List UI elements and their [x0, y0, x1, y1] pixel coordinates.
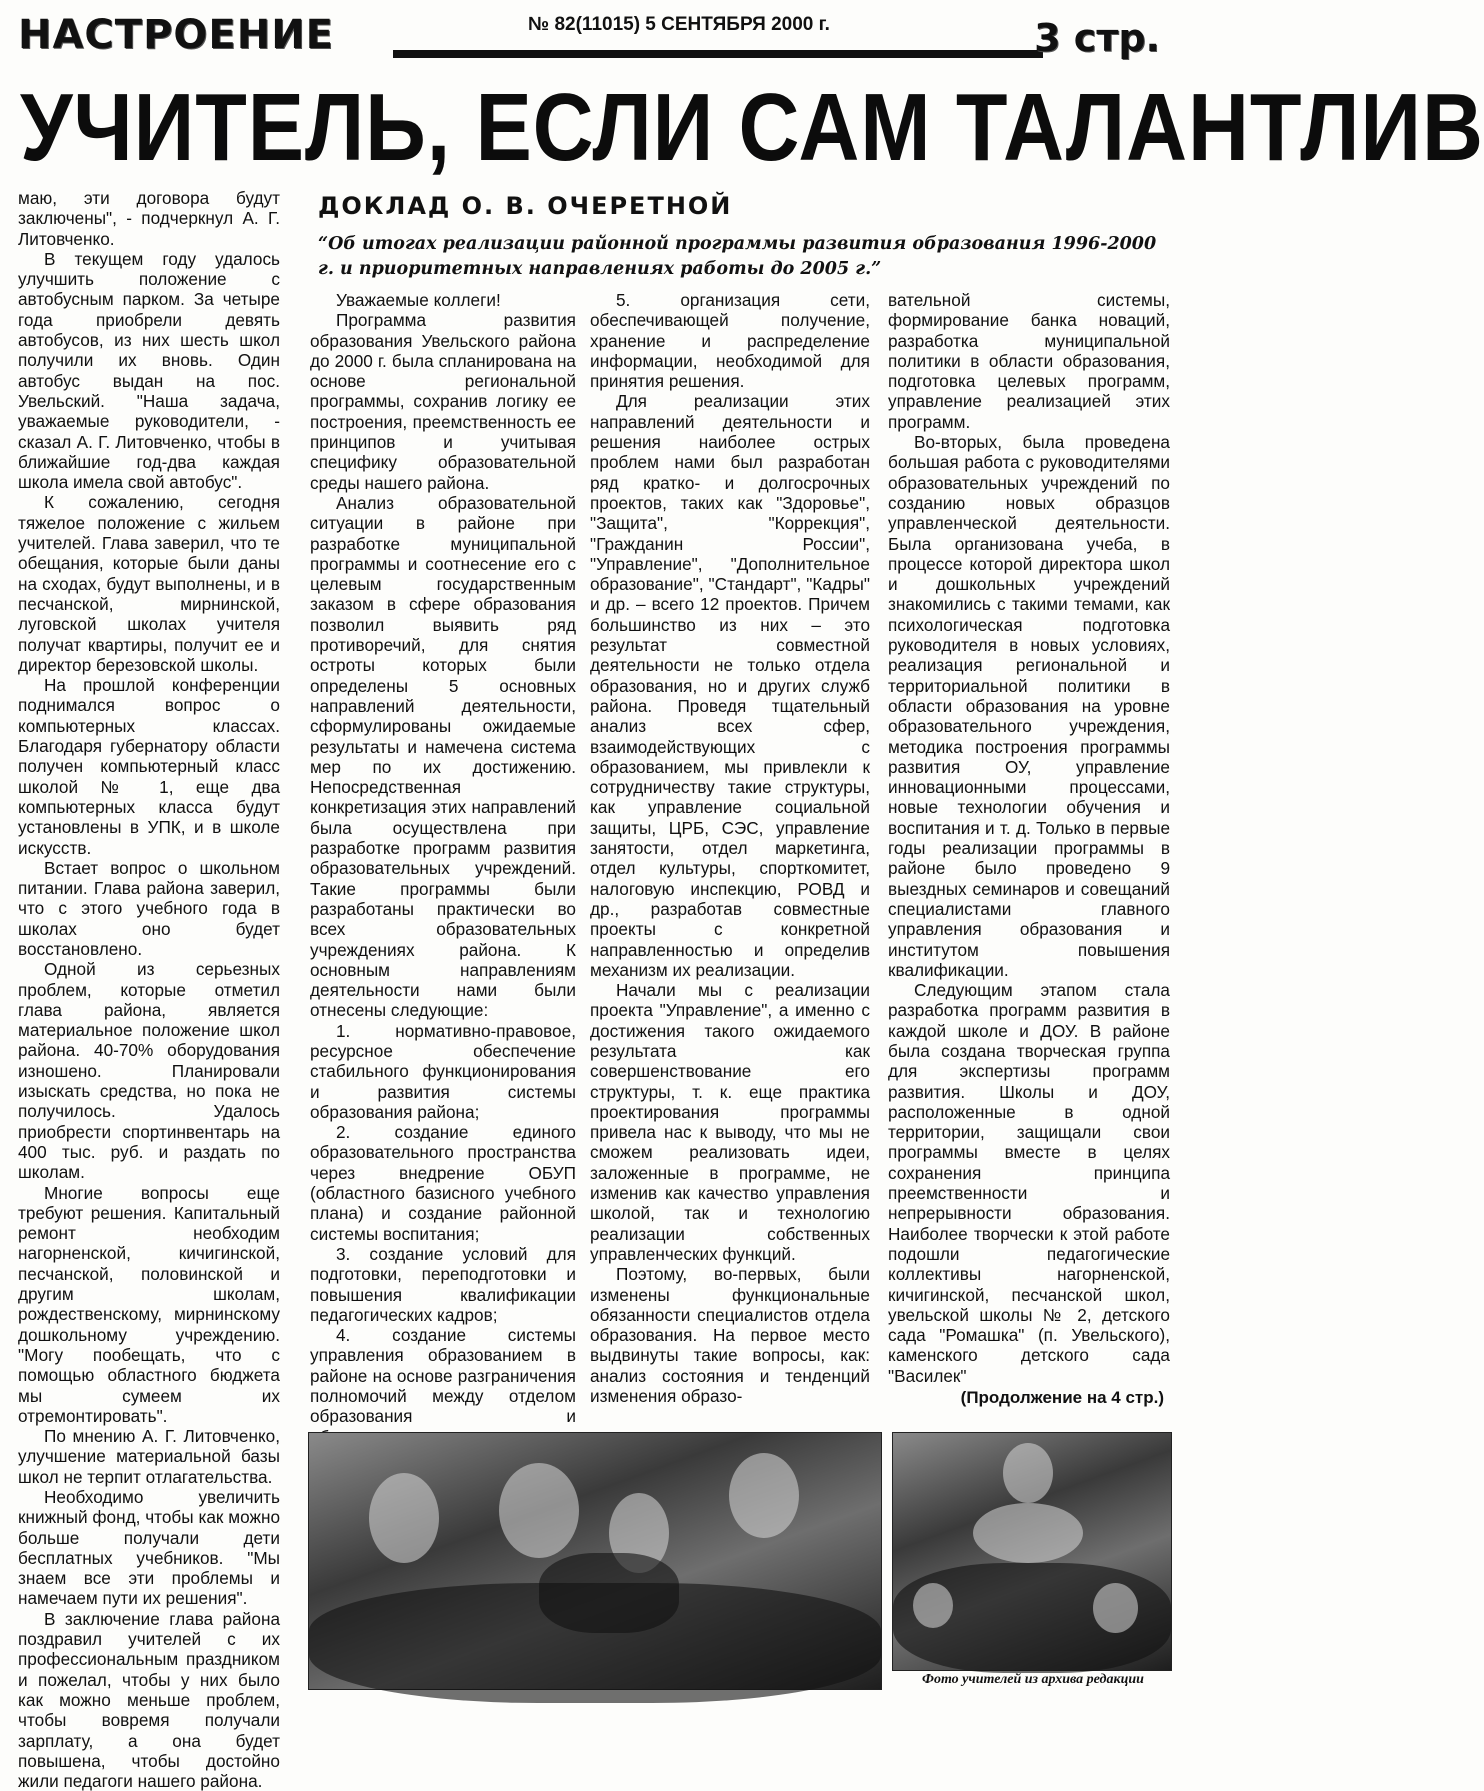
paragraph: Анализ образовательной ситуации в районе при разработке муниципальной программы и соотнесение его с целевым государственным заказом в сфере образования позволил выявить ряд противоречий, для снятия остроты которых были определены 5 основных направлений деятельности, сформулированы ожидаемые результаты и намечена система мер по их достижению. Непосредственная конкретизация этих направлений была осуществлена при разработке программ развития образовательных учреждений. Такие программы были разработаны практически во всех образовательных учреждениях района. К основным направлениям деятельности нами были отнесены следующие:	[310, 492, 576, 1021]
column-2	[310, 290, 576, 1427]
page-header	[18, 12, 1168, 68]
paragraph: 3. создание условий для подготовки, переподготовки и повышения квалификации педагогических кадров;	[310, 1243, 576, 1325]
page-number: 3 стр.	[1034, 16, 1160, 60]
section-name: НАСТРОЕНИЕ	[18, 12, 334, 58]
column-3	[590, 290, 870, 1405]
paragraph: Встает вопрос о школьном питании. Глава района заверил, что с этого учебного года в школах оно будет восстановлено.	[18, 857, 280, 959]
header-rule	[393, 50, 1043, 58]
paragraph: Следующим этапом стала разработка программ развития в каждой школе и ДОУ. В районе была создана творческая группа для экспертизы программ развития. Школы и ДОУ, расположенные в одной территории, защищали свои программы вместе в целях сохранения принципа преемственности и непрерывности образования. Наиболее творчески к этой работе подошли педагогические коллективы нагорненской, кичигинской, песчанской школ, увельской школы № 2, детского сада "Ромашка" (п. Увельского), каменского детского сада "Василек"	[888, 980, 1170, 1386]
column-1	[18, 188, 280, 1791]
continued-note: (Продолжение на 4 стр.)	[960, 1388, 1164, 1407]
issue-date: № 82(11015) 5 СЕНТЯБРЯ 2000 г.	[528, 14, 830, 35]
headline: УЧИТЕЛЬ, ЕСЛИ САМ ТАЛАНТЛИВ	[20, 74, 1484, 181]
paragraph: В текущем году удалось улучшить положение с автобусным парком. За четыре года приобрели девять автобусов, из них шесть школ получили их вновь. Один автобус выдан на пос. Увельский. "Наша задача, уважаемые руководители, - сказал А. Г. Литовченко, чтобы в ближайшие год-два каждая школа имела свой автобус".	[18, 248, 280, 493]
paragraph: По мнению А. Г. Литовченко, улучшение материальной базы школ не терпит отлагательства.	[18, 1426, 280, 1487]
paragraph: В заключение глава района поздравил учителей с их профессиональным праздником и пожелал, чтобы у них было как можно меньше проблем, чтобы вовремя получали зарплату, а она будет повышена, чтобы достойно жили педагоги нашего района.	[18, 1608, 280, 1791]
paragraph: Во-вторых, была проведена большая работа с руководителями образовательных учреждений по созданию новых образцов управленческой деятельности. Была организована учеба, в процессе которой директора школ и дошкольных учреждений знакомились с такими темами, как психологическая подготовка руководителя в новых условиях, реализация региональной и территориальной политики в области образования на уровне образовательного учреждения, методика построения программы развития ОУ, управление инновационными процессами, новые технологии обучения и воспитания и т. д. Только в первые годы реализации программы в районе было проведено 9 выездных семинаров и совещаний специалистами главного управления образования и институтом повышения квалификации.	[888, 432, 1170, 980]
teachers-group-photo	[308, 1432, 882, 1690]
classroom-photo	[892, 1432, 1172, 1671]
paragraph: Начали мы с реализации проекта "Управление", а именно с достижения такого ожидаемого результата как совершенствование его структуры, т. к. еще практика проектирования программы привела нас к выводу, что мы не сможем реализовать идеи, заложенные в программе, не изменив как качество управления школой, так и технологию реализации собственных управленческих функций.	[590, 980, 870, 1264]
paragraph: 1. нормативно-правовое, ресурсное обеспечение стабильного функционирования и развития системы образования района;	[310, 1020, 576, 1122]
paragraph: вательной системы, формирование банка новаций, разработка муниципальной политики в области образования, подготовка целевых программ, управление реализацией этих программ.	[888, 290, 1170, 432]
paragraph: Уважаемые коллеги!	[336, 290, 501, 310]
photo-caption: Фото учителей из архива редакции	[922, 1672, 1144, 1687]
paragraph: К сожалению, сегодня тяжелое положение с жильем учителей. Глава заверил, что те обещания, которые были даны на сходах, будут выполнены, и в песчанской, мирнинской, луговской школах учителя получат квартиры, получит ее и директор березовской школы.	[18, 492, 280, 675]
paragraph: Поэтому, во-первых, были изменены функциональные обязанности специалистов отдела образования. На первое место выдвинуты такие вопросы, как: анализ состояния и тенденций изменения образо-	[590, 1264, 870, 1407]
report-byline: ДОКЛАД О. В. ОЧЕРЕТНОЙ	[318, 192, 733, 220]
report-title: “Об итогах реализации районной программы развития образования 1996-2000 г. и приоритетных направлениях работы до 2005 г.”	[318, 234, 1157, 279]
paragraph: маю, эти договора будут заключены", - подчеркнул А. Г. Литовченко.	[18, 188, 280, 249]
paragraph: Многие вопросы еще требуют решения. Капитальный ремонт необходим нагорненской, кичигинской, песчанской, половинской и другим школам, рождественскому, мирнинскому дошкольному учреждению. "Могу пообещать, что с помощью областного бюджета мы сумеем их отремонтировать".	[18, 1182, 280, 1426]
paragraph: На прошлой конференции поднимался вопрос о компьютерных классах. Благодаря губернатору области получен компьютерный класс школой № 1, еще два компьютерных класса будут установлены в УПК, и в школе искусств.	[18, 675, 280, 858]
paragraph: 4. создание системы управления образованием в районе на основе разграничения полномочий между отделом образования и	[310, 1325, 576, 1427]
paragraph: Необходимо увеличить книжный фонд, чтобы как можно больше получали дети бесплатных учебников. "Мы знаем все эти проблемы и намечаем пути их решения".	[18, 1487, 280, 1609]
paragraph: Для реализации этих направлений деятельности и решения наиболее острых проблем нами был разработан ряд кратко- и долгосрочных проектов, таких как "Здоровье", "Защита", "Коррекция", "Гражданин России", "Управление", "Дополнительное образование", "Стандарт", "Кадры" и др. – всего 12 проектов. Причем большинство из них – это результат совместной деятельности не только отдела образования, но и других служб района. Проведя тщательный анализ всех сфер, взаимодействующих с образованием, мы привлекли к сотрудничеству такие структуры, как управление социальной защиты, ЦРБ, СЭС, управление занятости, отдел маркетинга, отдел культуры, спорткомитет, налоговую инспекцию, РОВД и др., разработав совместные проекты с конкретной направленностью и определив механизм их реализации.	[590, 391, 870, 980]
paragraph: Программа развития образования Увельского района до 2000 г. была спланирована на основе региональной программы, сохранив логику ее построения, преемственность ее принципов и учитывая специфику образовательной среды нашего района.	[310, 310, 576, 493]
column-4	[888, 290, 1170, 1405]
paragraph: Одной из серьезных проблем, которые отметил глава района, является материальное положение школ района. 40-70% оборудования изношено. Планировали изыскать средства, но пока не получилось. Удалось приобрести спортинвентарь на 400 тыс. руб. и раздать по школам.	[18, 959, 280, 1183]
paragraph: 2. создание единого образовательного пространства через внедрение ОБУП (областного базисного учебного плана) и создание районной системы воспитания;	[310, 1122, 576, 1244]
paragraph: 5. организация сети, обеспечивающей получение, хранение и распределение информации, необходимой для принятия решения.	[590, 290, 870, 392]
